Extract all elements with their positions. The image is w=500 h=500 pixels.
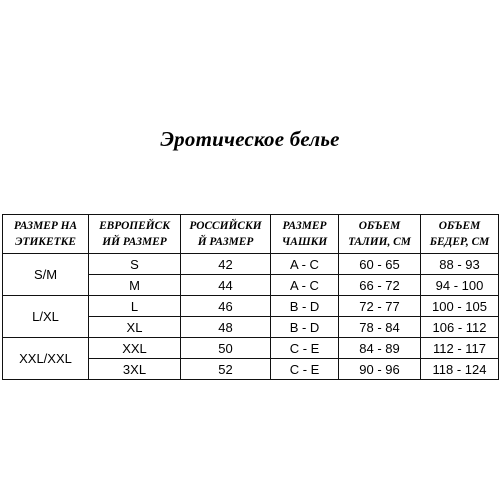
eu-size-cell: XL (89, 317, 181, 338)
waist-cell: 84 - 89 (339, 338, 421, 359)
ru-size-cell: 52 (181, 359, 271, 380)
header-label-size: РАЗМЕР НА ЭТИКЕТКЕ (3, 215, 89, 254)
waist-cell: 78 - 84 (339, 317, 421, 338)
ru-size-cell: 42 (181, 254, 271, 275)
header-waist: ОБЪЕМ ТАЛИИ, СМ (339, 215, 421, 254)
cup-size-cell: B - D (271, 296, 339, 317)
header-ru-size: РОССИЙСКИ Й РАЗМЕР (181, 215, 271, 254)
cup-size-cell: C - E (271, 338, 339, 359)
eu-size-cell: M (89, 275, 181, 296)
eu-size-cell: S (89, 254, 181, 275)
hips-cell: 88 - 93 (421, 254, 499, 275)
ru-size-cell: 44 (181, 275, 271, 296)
hips-cell: 118 - 124 (421, 359, 499, 380)
hips-cell: 112 - 117 (421, 338, 499, 359)
ru-size-cell: 50 (181, 338, 271, 359)
header-hips: ОБЪЕМ БЕДЕР, СМ (421, 215, 499, 254)
label-size-cell: XXL/XXL (3, 338, 89, 380)
table-row (3, 338, 499, 359)
eu-size-cell: L (89, 296, 181, 317)
hips-cell: 94 - 100 (421, 275, 499, 296)
table-header-row (3, 215, 499, 254)
cup-size-cell: C - E (271, 359, 339, 380)
eu-size-cell: XXL (89, 338, 181, 359)
table-row (3, 254, 499, 275)
waist-cell: 66 - 72 (339, 275, 421, 296)
ru-size-cell: 46 (181, 296, 271, 317)
cup-size-cell: A - C (271, 254, 339, 275)
waist-cell: 72 - 77 (339, 296, 421, 317)
header-eu-size: ЕВРОПЕЙСК ИЙ РАЗМЕР (89, 215, 181, 254)
header-cup-size: РАЗМЕР ЧАШКИ (271, 215, 339, 254)
hips-cell: 106 - 112 (421, 317, 499, 338)
ru-size-cell: 48 (181, 317, 271, 338)
waist-cell: 60 - 65 (339, 254, 421, 275)
eu-size-cell: 3XL (89, 359, 181, 380)
label-size-cell: S/M (3, 254, 89, 296)
table-row (3, 296, 499, 317)
hips-cell: 100 - 105 (421, 296, 499, 317)
waist-cell: 90 - 96 (339, 359, 421, 380)
cup-size-cell: B - D (271, 317, 339, 338)
page-title: Эротическое белье (160, 127, 340, 151)
cup-size-cell: A - C (271, 275, 339, 296)
label-size-cell: L/XL (3, 296, 89, 338)
size-table (2, 214, 499, 380)
